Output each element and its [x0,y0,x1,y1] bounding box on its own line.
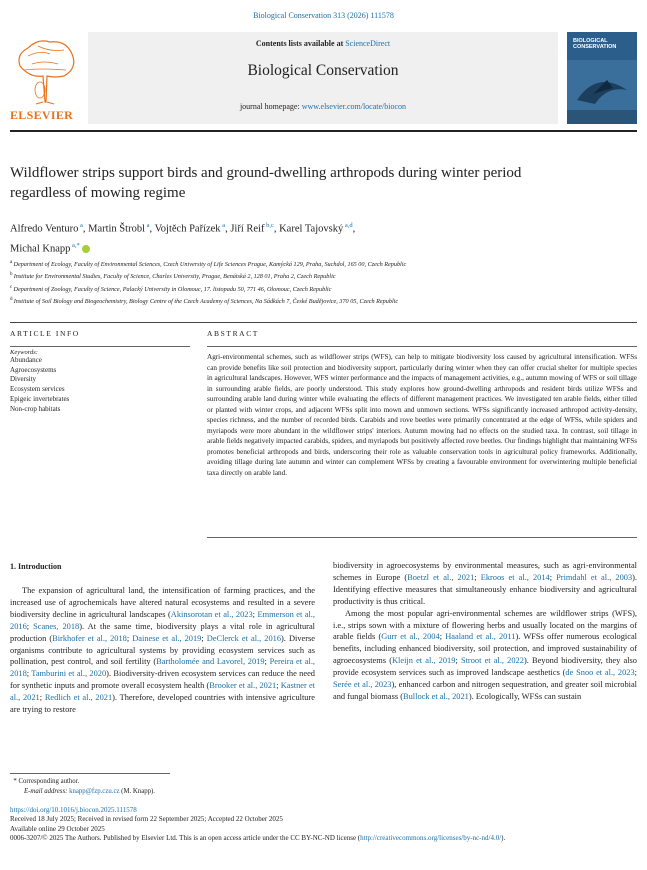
orcid-icon[interactable] [82,245,90,253]
citation-link[interactable]: Redlich et al., 2021 [44,693,113,703]
citation-link[interactable]: Scanes, 2018 [33,621,80,631]
homepage-link[interactable]: www.elsevier.com/locate/biocon [301,102,407,111]
affiliation [10,258,610,270]
citation-link[interactable]: Kastner et al., 2021 [10,681,315,703]
contents-prefix: Contents lists available at [255,39,346,48]
article-info-heading: ARTICLE INFO [10,329,80,338]
corresponding-author-label: Corresponding author. [18,778,80,785]
citation-link[interactable]: Akinsorotan et al., 2023 [170,609,253,619]
affiliation-text: Department of Ecology, Faculty of Environmental Sciences, Czech University of Life Sciences Prague, Kamýcká 129, Praha, Suchdol, 165 00, Czech Republic [13,261,407,269]
keywords-top-rule [10,346,190,347]
citation-link[interactable]: Tamburini et al., 2020 [31,669,107,679]
journal-cover-thumbnail[interactable] [567,32,637,124]
affiliation-text: Institute of Soil Biology and Biogeochemistry, Biology Centre of the Czech Academy of Sciences, Na Sádkách 7, České Budějovice, 370 05, Czech Republic [13,297,399,305]
author-name[interactable]: Alfredo Venturo [10,223,79,235]
keyword: Ecosystem services [10,385,65,394]
cover-title-line-2: CONSERVATION [573,44,617,50]
header-rule [10,130,637,132]
affiliation-text: Department of Zoology, Faculty of Science, Palacký University in Olomouc, 17. listopadu 50, 771 46, Olomouc, Czech Republic [13,285,332,293]
affiliation-mark: c [10,284,14,290]
citation-link[interactable]: Gurr et al., 2004 [381,632,440,642]
homepage-prefix: journal homepage: [239,102,302,111]
affiliation [10,270,610,282]
citation-link[interactable]: Primdahl et al., 2003 [556,572,633,582]
author-affiliation-mark[interactable]: a [144,222,150,229]
keywords-label: Keywords: [10,349,38,356]
citation-link[interactable]: Haaland et al., 2011 [445,632,516,642]
email-label: E-mail address: [24,788,70,795]
affiliation-list [10,258,610,307]
author-name[interactable]: Michal Knapp [10,243,71,254]
affiliation [10,295,610,307]
publisher-wordmark: ELSEVIER [10,108,74,122]
affiliation-text: Institute for Environmental Studies, Faculty of Science, Charles University, Prague, Benátská 2, 128 01, Praha 2, Czech Republic [13,273,336,281]
citation-link[interactable]: Bullock et al., 2021 [403,691,469,701]
author-affiliation-mark[interactable]: a [220,222,226,229]
article-title: Wildflower strips support birds and ground-dwelling arthropods during winter period regardless of mowing regime [10,165,522,201]
abstract-text: Agri-environmental schemes, such as wildflower strips (WFS), can help to mitigate biodiversity loss caused by agricultural intensification. WFSs can provide benefits like soil protection and biodiversity support, particularly during winter when they can offer crucial shelter for multiple species in agricultural landscapes. However, WFS winter performance and the impacts of management activities, e.g., autumn mowing of WFS or soil tillage in surrounding arable fields, are poorly understood. This study explores how ground-dwelling arthropods and resident birds utilize WFSs and surrounding arable land during winter while evaluating the effects of different management practices. We investigated ten arable fields, either tilled or planted with winter crops, and adjacent WFSs split into mown and unmown sections. WFSs significantly increased arthropod activity-density, species richness, and the number of recorded birds. Carabids and rove beetles were primarily concentrated at the edge of WFSs, while spiders and myriapods were more abundant in the wildflower strips' interiors. Autumn mowing had no effects on the studied taxa. In contrast, soil tillage in arable fields negatively impacted carabids, spiders, and myriapods but positively affected rove beetles. Our findings highlight that maintaining WFSs promotes beneficial arthropods and birds, underscoring their role as valuable conservation tools in agricultural policy frameworks. Additionally, avoiding tillage during late autumn and winter can complement WFSs by creating a favourable environment for overwintering multiple beneficial taxa directly on arable land. [207,353,637,478]
intro-paragraph-1: The expansion of agricultural land, the intensification of farming practices, and the increased use of agrochemicals have altered natural ecosystems and resulted in a severe biodiversity decline in agricultural landscapes (Akinsorotan et al., 2023; Emmerson et al., 2016; Scanes, 2018). At the same time, biodiversity plays a vital role in agricultural production (Birkhofer et al., 2018; Dainese et al., 2019; DeClerck et al., 2016). Diverse organisms contribute to agricultural systems by providing ecosystem services such as pollination, pest control, and soil fertility (Bartholomée and Lavorel, 2019; Pereira et al., 2018; Tamburini et al., 2020). Biodiversity-driven ecosystem services can reduce the need for synthetic inputs and promote overall ecosystem health (Brooker et al., 2021; Kastner et al., 2021; Redlich et al., 2021). Therefore, developed countries with intensive agriculture are trying to restore [10,586,316,715]
affiliation-mark: b [10,272,14,278]
received-dates: Received 18 July 2025; Received in revised form 22 September 2025; Accepted 22 October 2025 [10,815,283,824]
email-link[interactable]: knapp@fzp.czu.cz [69,788,120,795]
citation-link[interactable]: Boetzl et al., 2021 [407,572,475,582]
intro-paragraph-1-cont: biodiversity in agroecosystems by environmental measures, such as agri-environmental schemes in Europe (Boetzl et al., 2021; Ekroos et al., 2014; Primdahl et al., 2003). Identifying effective measures that simultaneously enhance biodiversity and agricultural productivity is thus critical. [333,561,638,606]
citation-link[interactable]: Serée et al., 2023 [333,680,392,690]
footnote [10,777,610,797]
affiliation-mark: d [10,296,14,302]
license-prefix: 0006-3207/© 2025 The Authors. Published by Elsevier Ltd. This is an open access article under the CC BY-NC-ND license ( [10,834,361,843]
introduction-heading: 1. Introduction [10,562,62,571]
keywords-box [10,344,190,414]
keywords-list [10,356,190,414]
citation-link[interactable]: Kleijn et al., 2019 [391,656,456,666]
keyword: Agroecosystems [10,365,57,374]
intro-paragraph-2: Among the most popular agri-environmental schemes are wildflower strips (WFS), i.e., strips sown with a mixture of flowering herbs and usually located on the margins of arable fields (Gurr et al., 2004; Haaland et al., 2011). WFSs offer numerous ecological benefits, including enhanced biodiversity, soil protection, and improved sustainability of agroecosystems (Kleijn et al., 2019; Stroot et al., 2022). Beyond biodiversity, they also provide ecosystem services such as improved landscape aesthetics (de Snoo et al., 2023; Serée et al., 2023), enhanced carbon and nitrogen sequestration, and greater soil microbial and fungal biomass (Bullock et al., 2021). Ecologically, WFSs can sustain [333,608,638,701]
abstract-top-rule [207,346,637,347]
intro-right-column [333,560,637,703]
citation-link[interactable]: DeClerck et al., 2016 [206,633,282,643]
license-suffix: ). [501,834,506,843]
intro-left-column [10,585,315,716]
citation-link[interactable]: Brooker et al., 2021 [209,681,277,691]
author-affiliation-mark[interactable]: a [78,222,83,229]
citation-link[interactable]: Bartholomée and Lavorel, 2019 [156,657,265,667]
author-name[interactable]: Vojtěch Pařízek [154,223,221,235]
journal-reference[interactable]: Biological Conservation 313 (2026) 111578 [253,11,394,20]
elsevier-tree-logo [10,36,80,122]
cover-title [573,38,616,50]
corresponding-note: * Corresponding author. [10,778,80,785]
abstract-bottom-rule [207,537,637,538]
footnote-rule [10,773,170,774]
author-name[interactable]: Martin Štrobl [88,223,145,235]
author-affiliation-mark[interactable]: b,c [264,222,274,229]
cover-title-line-1: BIOLOGICAL [573,38,608,44]
author-name[interactable]: Jiří Reif [230,223,265,235]
citation-link[interactable]: Emmerson et al., 2016 [10,609,315,631]
contents-line [88,39,558,48]
available-online: Available online 29 October 2025 [10,824,105,833]
homepage-line [88,102,558,111]
author-name[interactable]: Karel Tajovský [279,223,344,235]
author-affiliation-mark[interactable]: a,* [70,241,80,249]
masthead [10,32,637,124]
license-link[interactable]: http://creativecommons.org/licenses/by-nc-nd/4.0/ [360,834,502,843]
keyword: Abundance [10,356,42,364]
abstract-heading: ABSTRACT [207,329,259,338]
citation-link[interactable]: Pereira et al., 2018 [10,657,316,679]
keyword: Diversity [10,375,37,384]
publication-info [10,806,637,844]
citation-link[interactable]: Stroot et al., 2022 [460,656,524,666]
sciencedirect-link[interactable]: ScienceDirect [345,39,391,48]
email-line [10,787,610,797]
author-list: Alfredo Venturo $^a$, Martin Štrobl $^a$, Vojtěch Pařízek $^a$, Jiří Reif $^{b,c}$, Karel Tajovský $^{a,d}$, Michal Knapp $^{a,*}$ [10,222,356,254]
author-affiliation-mark[interactable]: a,d [343,222,353,229]
journal-banner [88,32,558,124]
section-divider [10,322,637,323]
email-suffix: (M. Knapp). [119,788,155,795]
citation-link[interactable]: de Snoo et al., 2023 [565,668,635,678]
affiliation [10,283,610,295]
keyword: Epigeic invertebrates [10,394,70,403]
keyword: Non-crop habitats [10,404,61,413]
citation-link[interactable]: Ekroos et al., 2014 [480,572,550,582]
journal-title: Biological Conservation [247,62,399,79]
doi-link[interactable]: https://doi.org/10.1016/j.biocon.2025.111578 [10,806,137,814]
citation-link[interactable]: Dainese et al., 2019 [132,633,202,643]
affiliation-mark: a [10,260,14,265]
license-line [10,834,637,843]
citation-link[interactable]: Birkhofer et al., 2018 [52,633,127,643]
cover-image [567,60,637,124]
